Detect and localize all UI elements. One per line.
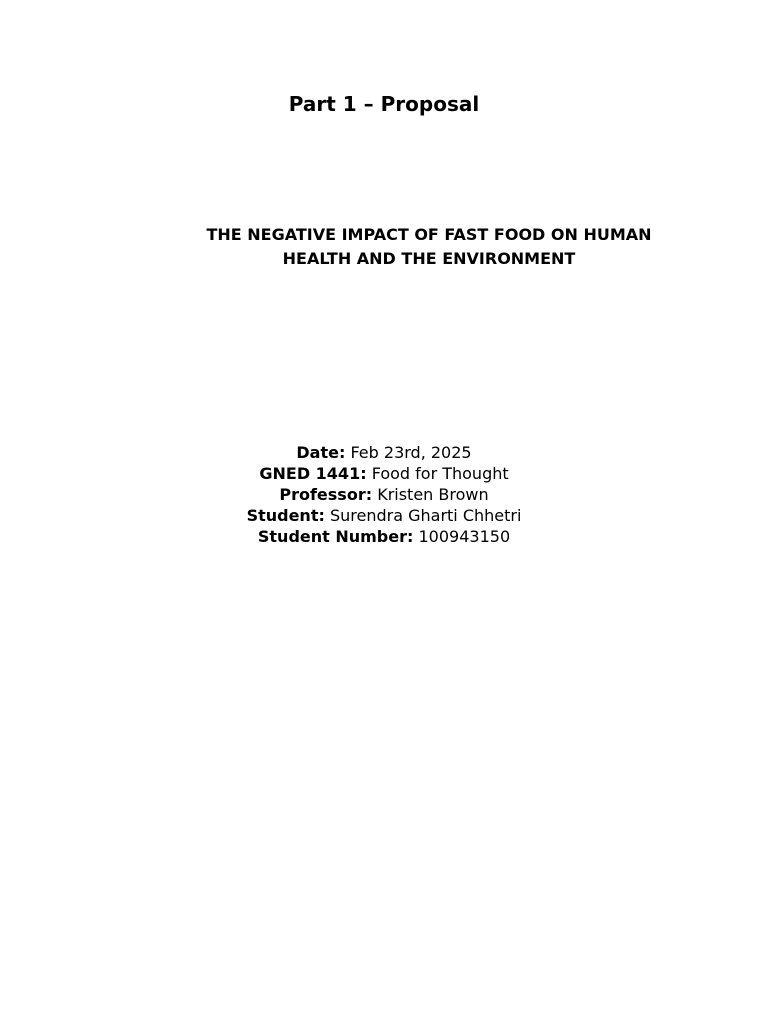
date-value: Feb 23rd, 2025 <box>350 443 472 462</box>
professor-label: Professor: <box>279 485 373 504</box>
part-heading: Part 1 – Proposal <box>288 92 480 116</box>
student-number-line <box>0 526 768 547</box>
date-label: Date: <box>296 443 346 462</box>
title-line-1: THE NEGATIVE IMPACT OF FAST FOOD ON HUMAN <box>206 225 652 244</box>
student-label: Student: <box>246 506 325 525</box>
course-line <box>0 463 768 484</box>
date-line <box>0 442 768 463</box>
professor-line <box>0 484 768 505</box>
document-title <box>0 223 768 271</box>
student-value: Surendra Gharti Chhetri <box>329 506 522 525</box>
student-line <box>0 505 768 526</box>
course-value: Food for Thought <box>371 464 509 483</box>
professor-value: Kristen Brown <box>377 485 489 504</box>
cover-info <box>0 442 768 547</box>
student-number-label: Student Number: <box>257 527 414 546</box>
course-label: GNED 1441: <box>259 464 367 483</box>
title-line-2: HEALTH AND THE ENVIRONMENT <box>282 249 576 268</box>
student-number-value: 100943150 <box>418 527 511 546</box>
